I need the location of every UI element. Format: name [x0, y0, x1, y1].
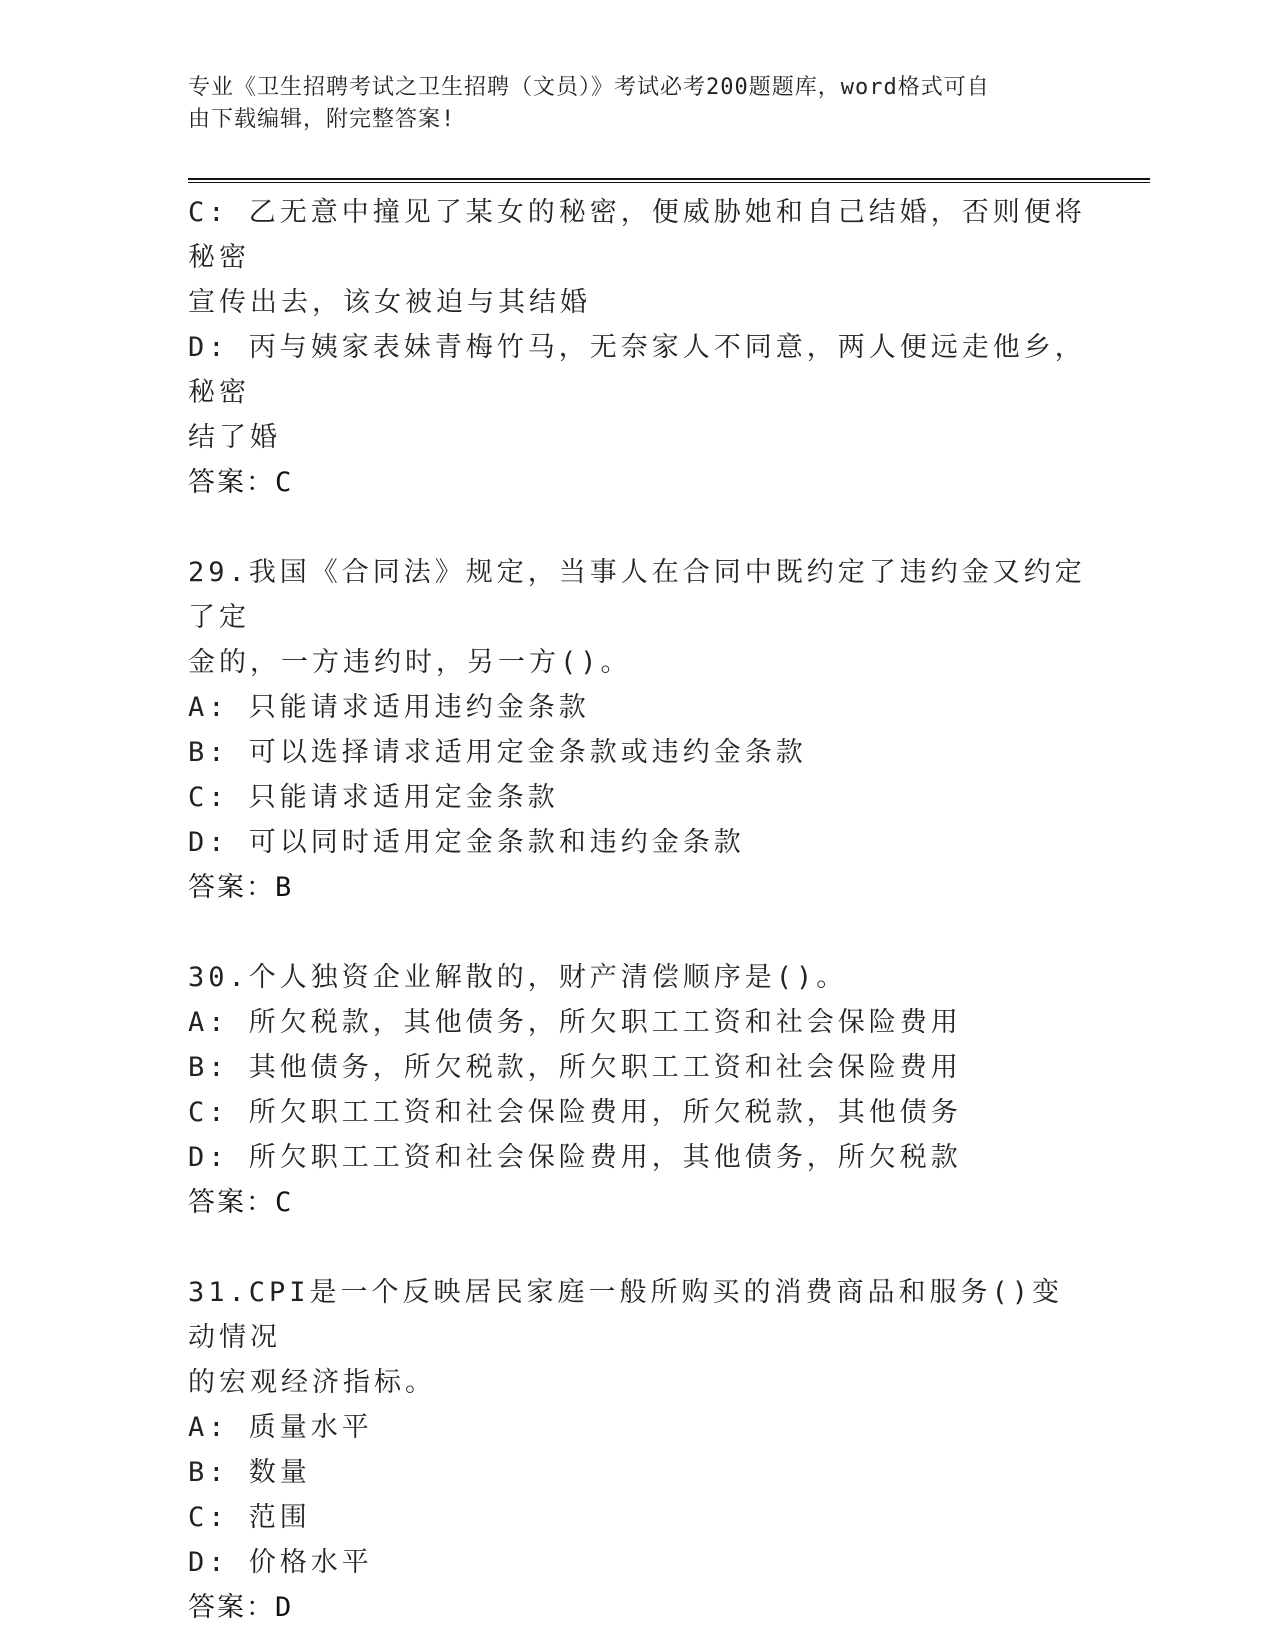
- question-list: [188, 190, 1088, 1630]
- option-d: D: 价格水平: [188, 1547, 373, 1578]
- option-c: C: 只能请求适用定金条款: [188, 782, 559, 813]
- question-stem-line-2: 的宏观经济指标。: [188, 1367, 436, 1398]
- option-b: B: 其他债务，所欠税款，所欠职工工资和社会保险费用: [188, 1052, 962, 1083]
- question-carryover: [188, 190, 1088, 505]
- question-stem-line-1: 31.CPI是一个反映居民家庭一般所购买的消费商品和服务()变动情况: [188, 1277, 1064, 1353]
- question-stem-line-1: 30.个人独资企业解散的，财产清偿顺序是()。: [188, 962, 848, 993]
- answer-line: 答案：C: [188, 1187, 294, 1218]
- option-b: B: 可以选择请求适用定金条款或违约金条款: [188, 737, 807, 768]
- question-stem-line-1: 29.我国《合同法》规定，当事人在合同中既约定了违约金又约定了定: [188, 557, 1086, 633]
- spacer: [188, 505, 1088, 550]
- question-30: [188, 955, 1088, 1225]
- answer-line: 答案：C: [188, 467, 294, 498]
- header-line-2: 由下载编辑，附完整答案!: [188, 107, 456, 132]
- option-a: A: 只能请求适用违约金条款: [188, 692, 590, 723]
- question-stem-line-2: 金的，一方违约时，另一方()。: [188, 647, 632, 678]
- header-line-1: 专业《卫生招聘考试之卫生招聘（文员）》考试必考200题题库，word格式可自: [188, 75, 990, 100]
- spacer: [188, 1225, 1088, 1270]
- option-c: C: 所欠职工工资和社会保险费用，所欠税款，其他债务: [188, 1097, 962, 1128]
- option-d-line-2: 结了婚: [188, 422, 281, 453]
- option-c-line-2: 宣传出去，该女被迫与其结婚: [188, 287, 591, 318]
- option-b: B: 数量: [188, 1457, 311, 1488]
- header-divider: [188, 178, 1150, 183]
- option-c: C: 范围: [188, 1502, 311, 1533]
- option-c-line-1: C: 乙无意中撞见了某女的秘密，便威胁她和自己结婚，否则便将秘密: [188, 197, 1086, 273]
- document-header: [188, 72, 1068, 136]
- option-d: D: 可以同时适用定金条款和违约金条款: [188, 827, 745, 858]
- option-d: D: 所欠职工工资和社会保险费用，其他债务，所欠税款: [188, 1142, 962, 1173]
- answer-line: 答案：D: [188, 1592, 294, 1623]
- question-31: [188, 1270, 1088, 1630]
- answer-line: 答案：B: [188, 872, 294, 903]
- option-a: A: 所欠税款，其他债务，所欠职工工资和社会保险费用: [188, 1007, 962, 1038]
- option-d-line-1: D: 丙与姨家表妹青梅竹马，无奈家人不同意，两人便远走他乡，秘密: [188, 332, 1086, 408]
- question-29: [188, 550, 1088, 910]
- option-a: A: 质量水平: [188, 1412, 373, 1443]
- spacer: [188, 910, 1088, 955]
